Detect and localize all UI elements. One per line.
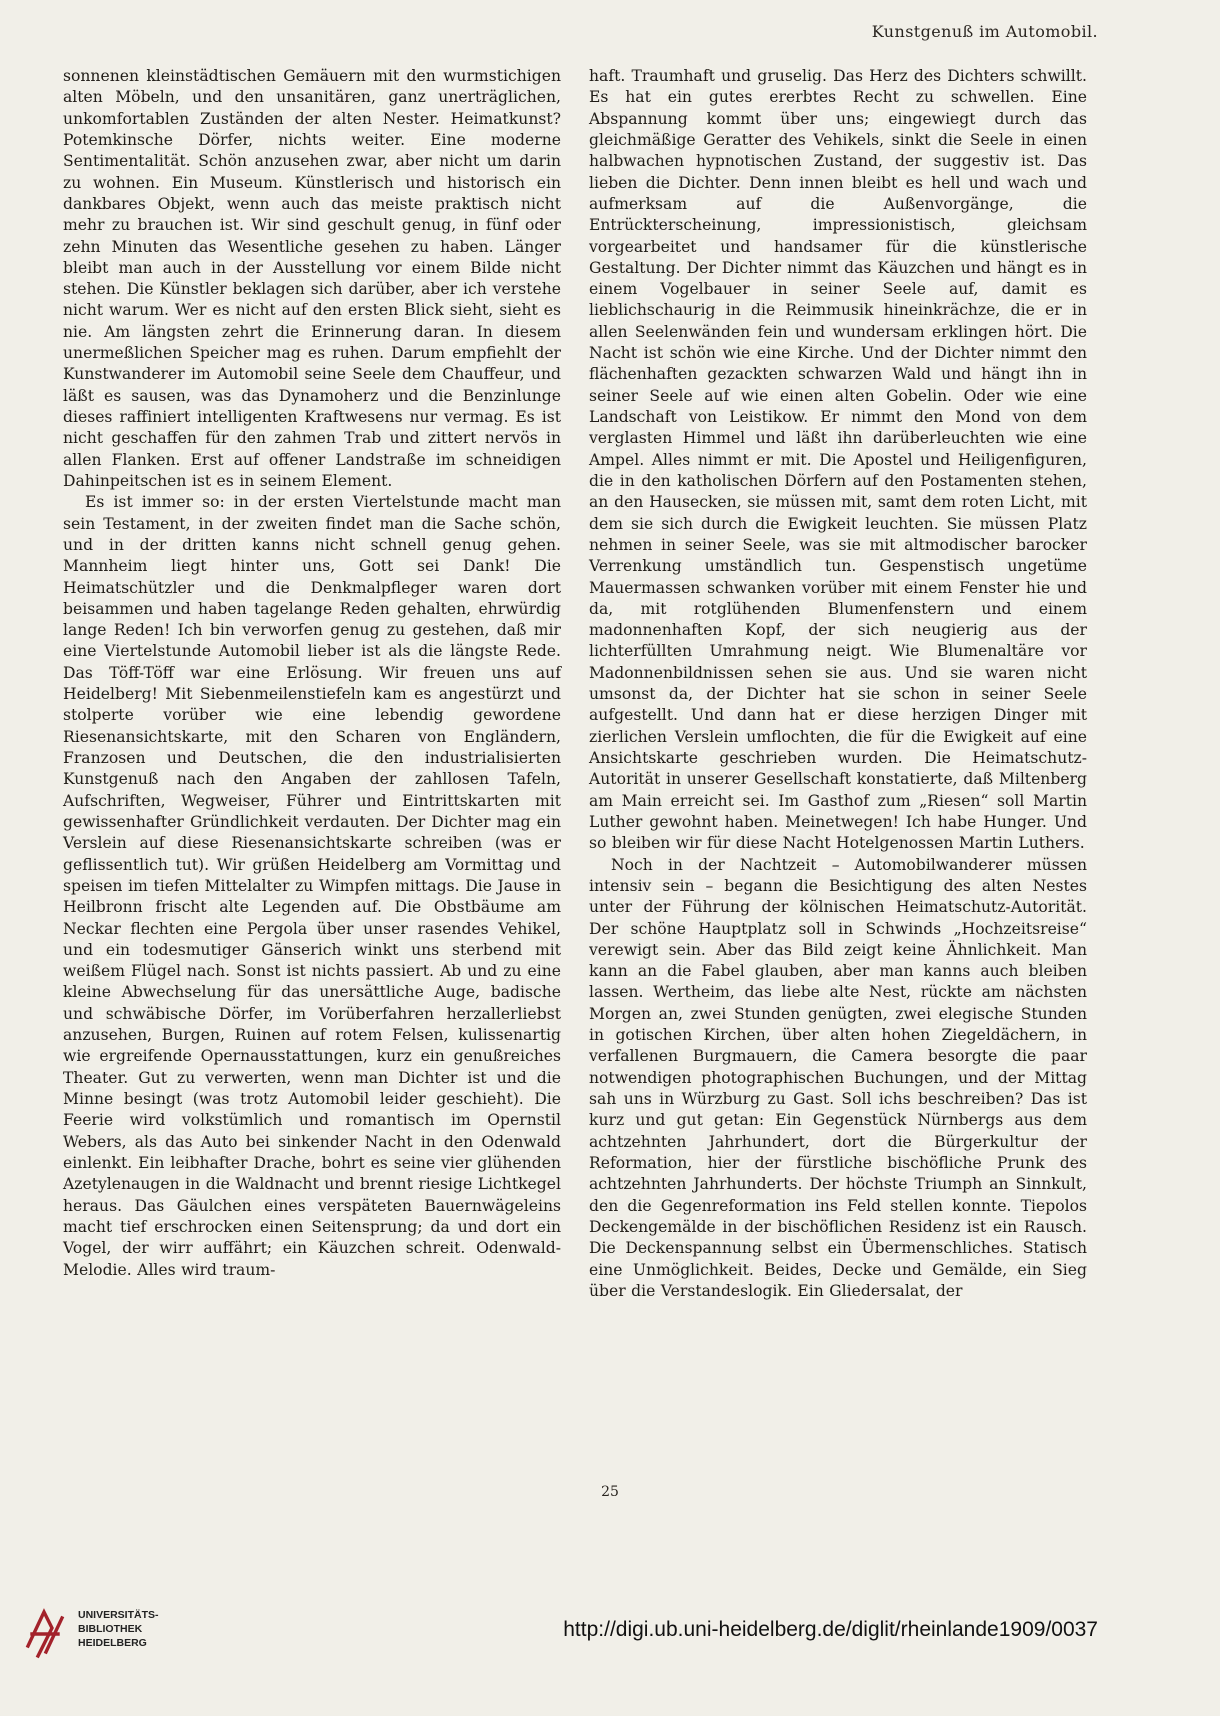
library-name-line: BIBLIOTHEK: [78, 1623, 143, 1635]
paragraph: sonnenen kleinstädtischen Gemäuern mit den wurmstichigen alten Möbeln, und den unsanitären, ganz unerträglichen, unkomfortablen Zuständen der alten Nester. Heimatkunst? Potemkinsche Dörfer, nichts weiter. Eine moderne Sentimentalität. Schön anzusehen zwar, aber nicht um darin zu wohnen. Ein Museum. Künstlerisch und historisch ein dankbares Objekt, wenn auch das meiste praktisch nicht mehr zu brauchen ist. Wir sind geschult genug, in fünf oder zehn Minuten das Wesentliche gesehen zu haben. Länger bleibt man auch in der Ausstellung vor einem Bilde nicht stehen. Die Künstler beklagen sich darüber, aber ich verstehe nicht warum. Wer es nicht auf den ersten Blick sieht, sieht es nie. Am längsten zehrt die Erinnerung daran. In diesem unermeßlichen Speicher mag es ruhen. Darum empfiehlt der Kunstwanderer im Automobil seine Seele dem Chauffeur, und läßt es sausen, was das Dynamoherz und die Benzinlunge dieses raffiniert intelligenten Kraftwesens nur vermag. Es ist nicht geschaffen für den zahmen Trab und zittert nervös in allen Flanken. Erst auf offener Landstraße im schneidigen Dahinpeitschen ist es in seinem Element.: [63, 67, 561, 490]
university-library-icon: [22, 1606, 68, 1660]
library-logo-block[interactable]: [22, 1606, 159, 1696]
paragraph: Noch in der Nachtzeit – Automobilwanderer müssen intensiv sein – begann die Besichtigung des alten Nestes unter der Führung der kölnischen Heimatschutz-Autorität. Der schöne Hauptplatz soll in Schwinds „Hochzeitsreise“ verewigt sein. Aber das Bild zeigt keine Ähnlichkeit. Man kann an die Fabel glauben, aber man kanns auch bleiben lassen. Wertheim, das liebe alte Nest, rückte am nächsten Morgen an, zwei Stunden genügten, zwei elegische Stunden in gotischen Kirchen, über alten hohen Ziegeldächern, in verfallenen Burgmauern, die Camera besorgte die paar notwendigen photographischen Buchungen, und der Mittag sah uns in Würzburg zu Gast. Soll ichs beschreiben? Das ist kurz und gut getan: Ein Gegenstück Nürnbergs aus dem achtzehnten Jahrhundert, dort die Bürgerkultur der Reformation, hier der fürstliche bischöfliche Prunk des achtzehnten Jahrhunderts. Der höchste Triumph an Sinnkult, den die Gegenreformation ins Feld stellen konnte. Tiepolos Deckengemälde in der bischöflichen Residenz ist ein Rausch. Die Deckenspannung selbst ein Übermenschliches. Statisch eine Unmöglichkeit. Beides, Decke und Gemälde, ein Sieg über die Verstandeslogik. Ein Gliedersalat, der: [589, 855, 1087, 1300]
page-number: 25: [601, 1484, 619, 1500]
text-column-left: [63, 66, 561, 1281]
paragraph: Es ist immer so: in der ersten Viertelstunde macht man sein Testament, in der zweiten findet man die Sache schön, und in der dritten kanns nicht schnell genug gehen. Mannheim liegt hinter uns, Gott sei Dank! Die Heimatschützler und die Denkmalpfleger waren dort beisammen und haben tagelange Reden gehalten, ehrwürdig lange Reden! Ich bin verworfen genug zu gestehen, daß mir eine Viertelstunde Automobil lieber ist als die längste Rede. Das Töff-Töff war eine Erlösung. Wir freuen uns auf Heidelberg! Mit Siebenmeilenstiefeln kam es angestürzt und stolperte vorüber wie eine lebendig gewordene Riesenansichtskarte, mit den Scharen von Engländern, Franzosen und Deutschen, die den industrialisierten Kunstgenuß nach den Angaben der zahllosen Tafeln, Aufschriften, Wegweiser, Führer und Eintrittskarten mit gewissenhafter Gründlichkeit verdauten. Der Dichter mag ein Verslein auf diese Riesenansichtskarte schreiben (was er geflissentlich tut). Wir grüßen Heidelberg am Vormittag und speisen im tiefen Mittelalter zu Wimpfen mittags. Die Jause in Heilbronn frischt alte Legenden auf. Die Obstbäume am Neckar flechten eine Pergola über unser rasendes Vehikel, und ein todesmutiger Gänserich winkt uns sterbend mit weißem Flügel nach. Sonst ist nichts passiert. Ab und zu eine kleine Abwechselung für das unersättliche Auge, badische und schwäbische Dörfer, im Vorüberfahren herzallerliebst anzusehen, Burgen, Ruinen auf rotem Felsen, kulissenartig wie ergreifende Opernausstattungen, kurz ein genußreiches Theater. Gut zu verwerten, wenn man Dichter ist und die Minne besingt (was trotz Automobil leider geschieht). Die Feerie wird volkstümlich und romantisch im Opernstil Webers, als das Auto bei sinkender Nacht in den Odenwald einlenkt. Ein leibhafter Drache, bohrt es seine vier glühenden Azetylenaugen in die Waldnacht und brennt riesige Lichtkegel heraus. Das Gäulchen eines verspäteten Bauernwägeleins macht tief erschrocken einen Seitensprung; da und dort ein Vogel, der wirr auffährt; ein Käuzchen schreit. Odenwald-Melodie. Alles wird traum-: [63, 493, 561, 1279]
library-name-line: HEIDELBERG: [78, 1637, 147, 1649]
paragraph: haft. Traumhaft und gruselig. Das Herz des Dichters schwillt. Es hat ein gutes ererbtes Recht zu schwellen. Eine Abspannung kommt über uns; eingewiegt durch das gleichmäßige Geratter des Vehikels, sinkt die Seele in einen halbwachen hypnotischen Zustand, der suggestiv ist. Das lieben die Dichter. Denn innen bleibt es hell und wach und aufmerksam auf die Außenvorgänge, die Entrückterscheinung, impressionistisch, gleichsam vorgearbeitet und handsamer für die künstlerische Gestaltung. Der Dichter nimmt das Käuzchen und hängt es in einem Vogelbauer in seiner Seele auf, damit es lieblichschaurig in die Reimmusik hineinkrächze, die er in allen Seelenwänden fein und wundersam erklingen hört. Die Nacht ist schön wie eine Kirche. Und der Dichter nimmt den flächenhaften gezackten schwarzen Wald und hängt ihn in seiner Seele auf wie einen alten Gobelin. Oder wie eine Landschaft von Leistikow. Er nimmt den Mond von dem verglasten Himmel und läßt ihn darüberleuchten wie eine Ampel. Alles nimmt er mit. Die Apostel und Heiligenfiguren, die in den katholischen Dörfern auf den Postamenten stehen, an den Hausecken, sie müssen mit, samt dem roten Licht, mit dem sie sich durch die Ewigkeit leuchten. Sie müssen Platz nehmen in seiner Seele, was sie mit altmodischer barocker Verrenkung umständlich tun. Gespenstisch ungetüme Mauermassen schwanken vorüber mit einem Fenster hie und da, mit rotglühenden Blumenfenstern und einem madonnenhaften Kopf, der sich neugierig aus der lichterfüllten Umrahmung neigt. Wie Blumenaltäre vor Madonnenbildnissen sehen sie aus. Und sie waren nicht umsonst da, der Dichter hat sie schon in seiner Seele aufgestellt. Und dann hat er diese herzigen Dinger mit zierlichen Verslein umflochten, die für die Ewigkeit auf eine Ansichtskarte geschrieben wurden. Die Heimatschutz-Autorität in unserer Gesellschaft konstatierte, daß Miltenberg am Main erreicht sei. Im Gasthof zum „Riesen“ soll Martin Luther gewohnt haben. Meinetwegen! Ich habe Hunger. Und so bleiben wir für diese Nacht Hotelgenossen Martin Luthers.: [589, 67, 1087, 853]
running-title: Kunstgenuß im Automobil.: [871, 22, 1098, 41]
text-column-right: [589, 66, 1087, 1302]
library-name-line: UNIVERSITÄTS-: [78, 1609, 159, 1621]
source-url-link[interactable]: http://digi.ub.uni-heidelberg.de/diglit/rheinlande1909/0037: [563, 1618, 1098, 1641]
